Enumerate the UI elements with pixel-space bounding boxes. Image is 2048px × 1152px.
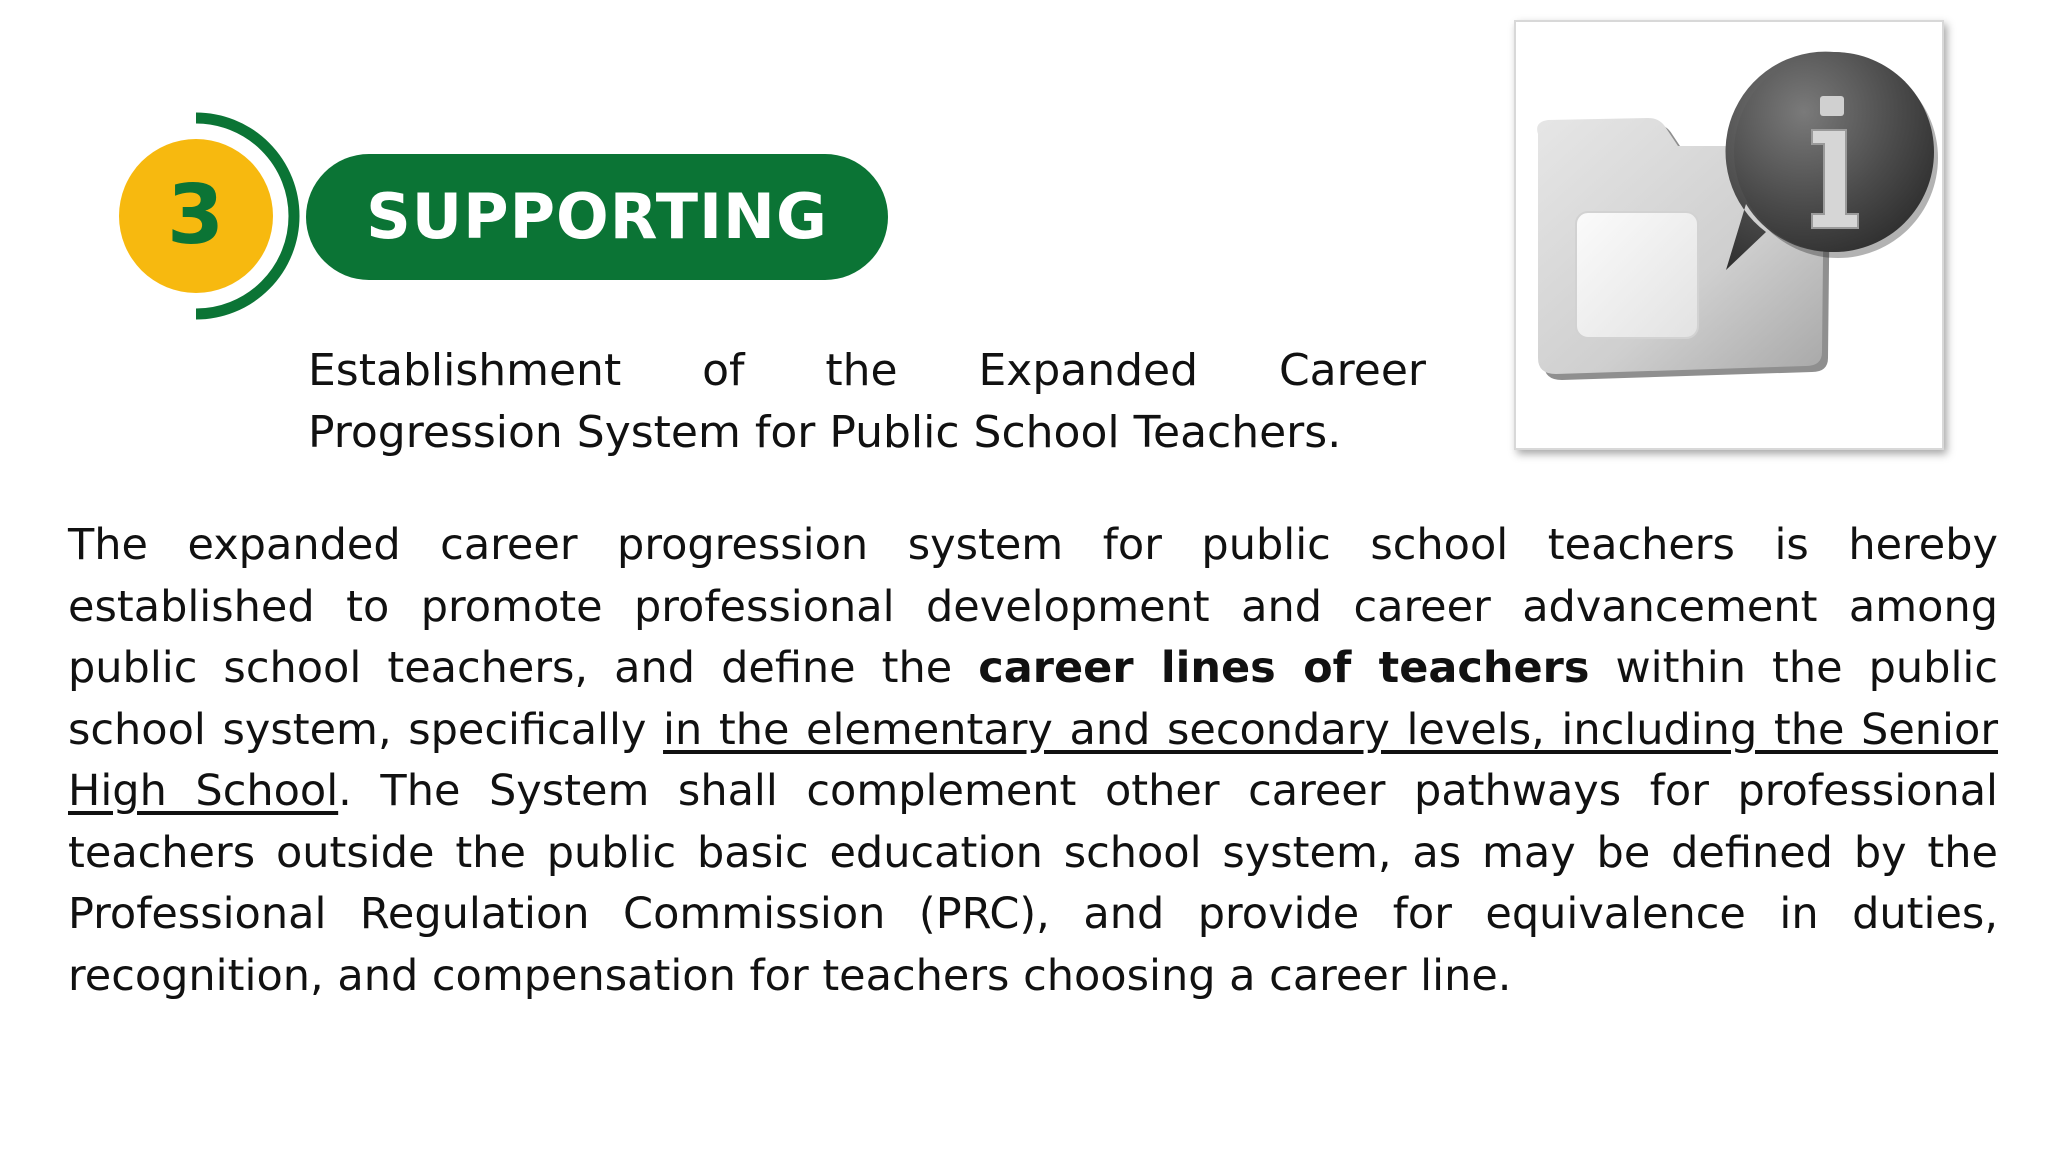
body-segment-1: The expanded career progression system for public school teachers is hereby established to promote professional development and career advancement among public school teachers, and define the bbox=[68, 520, 1998, 693]
section-number: 3 bbox=[166, 167, 225, 263]
section-title: SUPPORTING bbox=[366, 180, 828, 253]
body-segment-5: . The System shall complement other career pathways for professional teachers outside the public basic education school system, as may be defined by the Professional Regulation Commission (PRC), and provide for equivalence in duties, recognition, and compensation for teachers choosing a career line. bbox=[68, 766, 1998, 1001]
section-subtitle: Establishment of the Expanded Career Progression System for Public School Teachers. bbox=[308, 345, 1426, 458]
body-paragraph bbox=[68, 515, 1998, 1007]
section-title-pill bbox=[306, 154, 888, 280]
body-segment-bold: career lines of teachers bbox=[978, 643, 1590, 693]
folder-info-icon bbox=[1516, 22, 1942, 448]
info-image bbox=[1514, 20, 1944, 450]
body-segment-3: within the public school system, specifically bbox=[68, 643, 1998, 755]
body-segment-underline: in the elementary and secondary levels, including the Senior High School bbox=[68, 704, 1998, 816]
